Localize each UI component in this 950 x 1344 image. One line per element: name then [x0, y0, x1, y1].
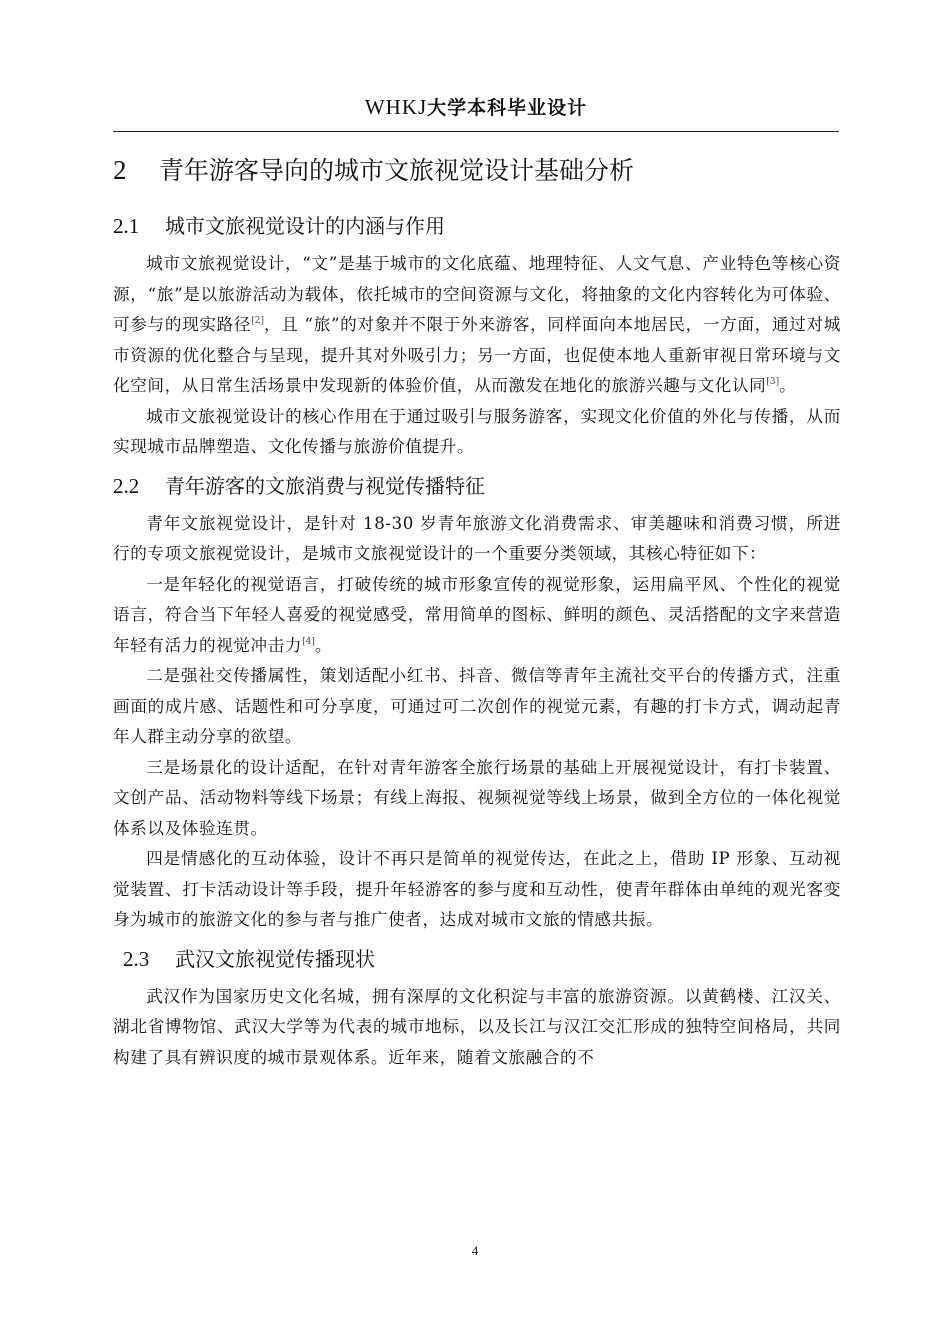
citation-marker: [3]: [766, 377, 780, 387]
body-content: [113, 148, 841, 1073]
section-heading: [113, 463, 841, 509]
paragraph-text: 城市文旅视觉设计，“文”是基于城市的文化底蕴、地理特征、人文气息、产业特色等核心资源，“旅”是以旅游活动为载体，依托城市的空间资源与文化，将抽象的文化内容转化为可体验、可参与的现实路径: [113, 254, 841, 334]
running-header: [113, 92, 839, 126]
section-number: 2.1: [113, 214, 140, 238]
paragraph: 二是强社交传播属性，策划适配小红书、抖音、微信等青年主流社交平台的传播方式，注重画面的成片感、话题性和可分享度，可通过可二次创作的视觉元素，有趣的打卡方式，调动起青年人群主动分享的欲望。: [113, 666, 841, 746]
section-number: 2.3: [123, 946, 150, 971]
paragraph-text: 。: [779, 376, 797, 395]
section-heading: [113, 936, 841, 982]
header-title: 大学本科毕业设计: [427, 97, 588, 119]
paragraph: 青年文旅视觉设计，是针对 18-30 岁青年旅游文化消费需求、审美趣味和消费习惯，所进行的专项文旅视觉设计，是城市文旅视觉设计的一个重要分类领域，其核心特征如下：: [113, 513, 841, 563]
page-number: 4: [471, 1243, 479, 1258]
section-title: 城市文旅视觉设计的内涵与作用: [165, 214, 445, 238]
citation-marker: [2]: [251, 316, 264, 326]
paragraph: 武汉作为国家历史文化名城，拥有深厚的文化积淀与丰富的旅游资源。以黄鹤楼、江汉关、湖北省博物馆、武汉大学等为代表的城市地标，以及长江与汉江交汇形成的独特空间格局，共同构建了具有辨识度的城市景观体系。近年来，随着文旅融合的不: [113, 986, 841, 1067]
paragraph: [113, 570, 841, 662]
section-title: 青年游客的文旅消费与视觉传播特征: [165, 473, 485, 498]
paragraph-text: 。: [314, 635, 333, 655]
header-rule: [113, 131, 839, 132]
section-heading: [113, 203, 841, 249]
paragraph: 三是场景化的设计适配，在针对青年游客全旅行场景的基础上开展视觉设计，有打卡装置、文创产品、活动物料等线下场景；有线上海报、视频视觉等线上场景，做到全方位的一体化视觉体系以及体验连贯。: [113, 757, 841, 838]
chapter-title: 青年游客导向的城市文旅视觉设计基础分析: [159, 156, 635, 185]
paragraph: [113, 249, 841, 402]
paragraph: 四是情感化的互动体验，设计不再只是简单的视觉传达，在此之上，借助 IP 形象、互动视觉装置、打卡活动设计等手段，提升年轻游客的参与度和互动性，使青年群体由单纯的观光客变身为城市的旅游文化的参与者与推广使者，达成对城市文旅的情感共振。: [113, 849, 841, 929]
paragraph-text: 一是年轻化的视觉语言，打破传统的城市形象宣传的视觉形象，运用扁平风、个性化的视觉语言，符合当下年轻人喜爱的视觉感受，常用简单的图标、鲜明的颜色、灵活搭配的文字来营造年轻有活力的视觉冲击力: [113, 574, 841, 655]
paragraph: 城市文旅视觉设计的核心作用在于通过吸引与服务游客，实现文化价值的外化与传播，从而实现城市品牌塑造、文化传播与旅游价值提升。: [113, 406, 841, 456]
section-number: 2.2: [113, 473, 140, 498]
citation-marker: [4]: [302, 636, 315, 647]
chapter-number: 2: [113, 155, 127, 185]
section-title: 武汉文旅视觉传播现状: [175, 946, 375, 971]
paragraph-text: ，且 “旅”的对象并不限于外来游客，同样面向本地居民，一方面，通过对城市资源的优化整合与呈现，提升其对外吸引力；另一方面，也促使本地人重新审视日常环境与文化空间，从日常生活场景中发现新的体验价值，从而激发在地化的旅游兴趣与文化认同: [113, 315, 841, 395]
chapter-heading: [113, 148, 841, 193]
header-latin: WHKJ: [364, 95, 428, 119]
